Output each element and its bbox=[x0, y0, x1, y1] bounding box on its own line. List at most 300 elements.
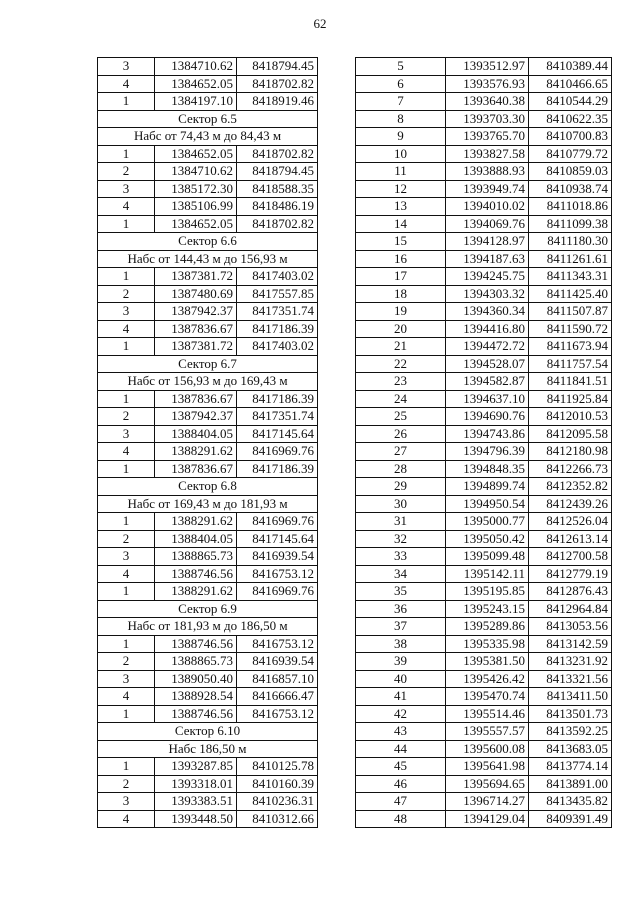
x-coordinate: 1395557.57 bbox=[446, 723, 529, 741]
x-coordinate: 1394187.63 bbox=[446, 250, 529, 268]
point-number: 1 bbox=[98, 93, 155, 111]
y-coordinate: 8410700.83 bbox=[529, 128, 612, 146]
x-coordinate: 1387836.67 bbox=[155, 460, 237, 478]
y-coordinate: 8413411.50 bbox=[529, 688, 612, 706]
x-coordinate: 1394069.76 bbox=[446, 215, 529, 233]
x-coordinate: 1384652.05 bbox=[155, 215, 237, 233]
table-row bbox=[356, 670, 612, 688]
x-coordinate: 1387836.67 bbox=[155, 390, 237, 408]
table-row bbox=[98, 390, 318, 408]
y-coordinate: 8410622.35 bbox=[529, 110, 612, 128]
table-row bbox=[98, 75, 318, 93]
table-row bbox=[356, 705, 612, 723]
x-coordinate: 1393640.38 bbox=[446, 93, 529, 111]
y-coordinate: 8413891.00 bbox=[529, 775, 612, 793]
y-coordinate: 8413501.73 bbox=[529, 705, 612, 723]
point-number: 1 bbox=[98, 583, 155, 601]
point-number: 1 bbox=[98, 460, 155, 478]
x-coordinate: 1384652.05 bbox=[155, 75, 237, 93]
x-coordinate: 1395289.86 bbox=[446, 618, 529, 636]
x-coordinate: 1393888.93 bbox=[446, 163, 529, 181]
sector-title: Сектор 6.6 bbox=[98, 233, 318, 251]
y-coordinate: 8417351.74 bbox=[237, 303, 318, 321]
table-row bbox=[98, 58, 318, 76]
y-coordinate: 8416753.12 bbox=[237, 705, 318, 723]
x-coordinate: 1394303.32 bbox=[446, 285, 529, 303]
table-row bbox=[356, 653, 612, 671]
table-row bbox=[356, 390, 612, 408]
y-coordinate: 8417186.39 bbox=[237, 460, 318, 478]
point-number: 19 bbox=[356, 303, 446, 321]
table-row bbox=[98, 758, 318, 776]
y-coordinate: 8413142.59 bbox=[529, 635, 612, 653]
point-number: 1 bbox=[98, 390, 155, 408]
y-coordinate: 8411673.94 bbox=[529, 338, 612, 356]
page-number: 62 bbox=[313, 16, 327, 31]
point-number: 23 bbox=[356, 373, 446, 391]
y-coordinate: 8412700.58 bbox=[529, 548, 612, 566]
x-coordinate: 1393949.74 bbox=[446, 180, 529, 198]
y-coordinate: 8416939.54 bbox=[237, 653, 318, 671]
table-row bbox=[98, 635, 318, 653]
y-coordinate: 8410938.74 bbox=[529, 180, 612, 198]
y-coordinate: 8412439.26 bbox=[529, 495, 612, 513]
point-number: 7 bbox=[356, 93, 446, 111]
point-number: 33 bbox=[356, 548, 446, 566]
height-range-label: Набс 186,50 м bbox=[98, 740, 318, 758]
point-number: 2 bbox=[98, 285, 155, 303]
x-coordinate: 1387381.72 bbox=[155, 268, 237, 286]
point-number: 36 bbox=[356, 600, 446, 618]
x-coordinate: 1384710.62 bbox=[155, 163, 237, 181]
y-coordinate: 8413321.56 bbox=[529, 670, 612, 688]
x-coordinate: 1394950.54 bbox=[446, 495, 529, 513]
y-coordinate: 8411425.40 bbox=[529, 285, 612, 303]
table-row bbox=[356, 775, 612, 793]
y-coordinate: 8410312.66 bbox=[237, 810, 318, 828]
y-coordinate: 8410125.78 bbox=[237, 758, 318, 776]
y-coordinate: 8411180.30 bbox=[529, 233, 612, 251]
x-coordinate: 1395381.50 bbox=[446, 653, 529, 671]
x-coordinate: 1394129.04 bbox=[446, 810, 529, 828]
x-coordinate: 1389050.40 bbox=[155, 670, 237, 688]
x-coordinate: 1387381.72 bbox=[155, 338, 237, 356]
x-coordinate: 1393827.58 bbox=[446, 145, 529, 163]
height-range-label: Набс от 74,43 м до 84,43 м bbox=[98, 128, 318, 146]
x-coordinate: 1395000.77 bbox=[446, 513, 529, 531]
table-row bbox=[98, 583, 318, 601]
x-coordinate: 1384197.10 bbox=[155, 93, 237, 111]
x-coordinate: 1395600.08 bbox=[446, 740, 529, 758]
table-row bbox=[98, 268, 318, 286]
point-number: 3 bbox=[98, 303, 155, 321]
point-number: 13 bbox=[356, 198, 446, 216]
x-coordinate: 1387942.37 bbox=[155, 408, 237, 426]
x-coordinate: 1393287.85 bbox=[155, 758, 237, 776]
table-row bbox=[356, 583, 612, 601]
x-coordinate: 1395099.48 bbox=[446, 548, 529, 566]
table-row bbox=[356, 495, 612, 513]
table-row bbox=[356, 740, 612, 758]
x-coordinate: 1388291.62 bbox=[155, 443, 237, 461]
x-coordinate: 1393448.50 bbox=[155, 810, 237, 828]
y-coordinate: 8417557.85 bbox=[237, 285, 318, 303]
x-coordinate: 1384710.62 bbox=[155, 58, 237, 76]
table-row bbox=[356, 478, 612, 496]
point-number: 29 bbox=[356, 478, 446, 496]
y-coordinate: 8412180.98 bbox=[529, 443, 612, 461]
table-row bbox=[356, 565, 612, 583]
table-row bbox=[98, 670, 318, 688]
y-coordinate: 8418702.82 bbox=[237, 215, 318, 233]
point-number: 48 bbox=[356, 810, 446, 828]
table-row bbox=[356, 75, 612, 93]
table-row bbox=[98, 320, 318, 338]
height-range-row bbox=[98, 495, 318, 513]
point-number: 1 bbox=[98, 145, 155, 163]
x-coordinate: 1393703.30 bbox=[446, 110, 529, 128]
point-number: 43 bbox=[356, 723, 446, 741]
x-coordinate: 1388746.56 bbox=[155, 565, 237, 583]
point-number: 47 bbox=[356, 793, 446, 811]
y-coordinate: 8410466.65 bbox=[529, 75, 612, 93]
y-coordinate: 8411261.61 bbox=[529, 250, 612, 268]
y-coordinate: 8416666.47 bbox=[237, 688, 318, 706]
table-row bbox=[356, 443, 612, 461]
point-number: 22 bbox=[356, 355, 446, 373]
point-number: 2 bbox=[98, 163, 155, 181]
table-row bbox=[98, 775, 318, 793]
x-coordinate: 1394245.75 bbox=[446, 268, 529, 286]
y-coordinate: 8416969.76 bbox=[237, 443, 318, 461]
x-coordinate: 1387836.67 bbox=[155, 320, 237, 338]
y-coordinate: 8416753.12 bbox=[237, 565, 318, 583]
table-row bbox=[356, 268, 612, 286]
table-row bbox=[98, 653, 318, 671]
table-row bbox=[356, 635, 612, 653]
x-coordinate: 1395514.46 bbox=[446, 705, 529, 723]
point-number: 5 bbox=[356, 58, 446, 76]
table-row bbox=[98, 425, 318, 443]
y-coordinate: 8410160.39 bbox=[237, 775, 318, 793]
x-coordinate: 1394360.34 bbox=[446, 303, 529, 321]
height-range-label: Набс от 156,93 м до 169,43 м bbox=[98, 373, 318, 391]
table-row bbox=[356, 373, 612, 391]
sector-heading-row bbox=[98, 355, 318, 373]
table-row bbox=[98, 705, 318, 723]
point-number: 1 bbox=[98, 513, 155, 531]
table-row bbox=[98, 303, 318, 321]
x-coordinate: 1388291.62 bbox=[155, 583, 237, 601]
y-coordinate: 8418702.82 bbox=[237, 75, 318, 93]
table-row bbox=[356, 513, 612, 531]
point-number: 24 bbox=[356, 390, 446, 408]
y-coordinate: 8416939.54 bbox=[237, 548, 318, 566]
x-coordinate: 1394796.39 bbox=[446, 443, 529, 461]
point-number: 3 bbox=[98, 548, 155, 566]
table-row bbox=[356, 198, 612, 216]
y-coordinate: 8411841.51 bbox=[529, 373, 612, 391]
table-row bbox=[356, 688, 612, 706]
table-row bbox=[356, 215, 612, 233]
x-coordinate: 1393383.51 bbox=[155, 793, 237, 811]
x-coordinate: 1394128.97 bbox=[446, 233, 529, 251]
y-coordinate: 8411507.87 bbox=[529, 303, 612, 321]
y-coordinate: 8413053.56 bbox=[529, 618, 612, 636]
table-row bbox=[98, 285, 318, 303]
table-row bbox=[98, 93, 318, 111]
x-coordinate: 1394848.35 bbox=[446, 460, 529, 478]
table-row bbox=[356, 810, 612, 828]
sector-heading-row bbox=[98, 110, 318, 128]
point-number: 21 bbox=[356, 338, 446, 356]
y-coordinate: 8417145.64 bbox=[237, 425, 318, 443]
x-coordinate: 1394637.10 bbox=[446, 390, 529, 408]
x-coordinate: 1394528.07 bbox=[446, 355, 529, 373]
point-number: 2 bbox=[98, 530, 155, 548]
y-coordinate: 8418794.45 bbox=[237, 163, 318, 181]
table-row bbox=[98, 163, 318, 181]
y-coordinate: 8410389.44 bbox=[529, 58, 612, 76]
x-coordinate: 1387480.69 bbox=[155, 285, 237, 303]
point-number: 28 bbox=[356, 460, 446, 478]
y-coordinate: 8417145.64 bbox=[237, 530, 318, 548]
point-number: 37 bbox=[356, 618, 446, 636]
table-row bbox=[356, 600, 612, 618]
point-number: 1 bbox=[98, 758, 155, 776]
point-number: 41 bbox=[356, 688, 446, 706]
y-coordinate: 8411099.38 bbox=[529, 215, 612, 233]
table-row bbox=[98, 793, 318, 811]
x-coordinate: 1388291.62 bbox=[155, 513, 237, 531]
table-row bbox=[98, 338, 318, 356]
table-row bbox=[356, 338, 612, 356]
point-number: 4 bbox=[98, 320, 155, 338]
point-number: 9 bbox=[356, 128, 446, 146]
y-coordinate: 8417351.74 bbox=[237, 408, 318, 426]
table-row bbox=[98, 513, 318, 531]
point-number: 3 bbox=[98, 180, 155, 198]
y-coordinate: 8412095.58 bbox=[529, 425, 612, 443]
x-coordinate: 1395050.42 bbox=[446, 530, 529, 548]
point-number: 3 bbox=[98, 425, 155, 443]
sector-heading-row bbox=[98, 478, 318, 496]
table-row bbox=[356, 233, 612, 251]
point-number: 45 bbox=[356, 758, 446, 776]
table-row bbox=[356, 618, 612, 636]
point-number: 40 bbox=[356, 670, 446, 688]
x-coordinate: 1388404.05 bbox=[155, 425, 237, 443]
point-number: 32 bbox=[356, 530, 446, 548]
point-number: 4 bbox=[98, 198, 155, 216]
y-coordinate: 8413774.14 bbox=[529, 758, 612, 776]
point-number: 4 bbox=[98, 810, 155, 828]
x-coordinate: 1393512.97 bbox=[446, 58, 529, 76]
sector-title: Сектор 6.10 bbox=[98, 723, 318, 741]
table-row bbox=[98, 530, 318, 548]
point-number: 1 bbox=[98, 338, 155, 356]
point-number: 4 bbox=[98, 565, 155, 583]
sector-heading-row bbox=[98, 600, 318, 618]
x-coordinate: 1388865.73 bbox=[155, 653, 237, 671]
x-coordinate: 1394690.76 bbox=[446, 408, 529, 426]
height-range-row bbox=[98, 128, 318, 146]
table-row bbox=[356, 128, 612, 146]
y-coordinate: 8418702.82 bbox=[237, 145, 318, 163]
point-number: 44 bbox=[356, 740, 446, 758]
y-coordinate: 8413683.05 bbox=[529, 740, 612, 758]
point-number: 3 bbox=[98, 670, 155, 688]
x-coordinate: 1395470.74 bbox=[446, 688, 529, 706]
point-number: 3 bbox=[98, 793, 155, 811]
y-coordinate: 8417403.02 bbox=[237, 338, 318, 356]
x-coordinate: 1395243.15 bbox=[446, 600, 529, 618]
x-coordinate: 1385106.99 bbox=[155, 198, 237, 216]
sector-title: Сектор 6.7 bbox=[98, 355, 318, 373]
x-coordinate: 1388746.56 bbox=[155, 705, 237, 723]
point-number: 4 bbox=[98, 443, 155, 461]
y-coordinate: 8418919.46 bbox=[237, 93, 318, 111]
y-coordinate: 8411590.72 bbox=[529, 320, 612, 338]
y-coordinate: 8411925.84 bbox=[529, 390, 612, 408]
y-coordinate: 8413435.82 bbox=[529, 793, 612, 811]
point-number: 3 bbox=[98, 58, 155, 76]
y-coordinate: 8413592.25 bbox=[529, 723, 612, 741]
x-coordinate: 1385172.30 bbox=[155, 180, 237, 198]
point-number: 42 bbox=[356, 705, 446, 723]
y-coordinate: 8416753.12 bbox=[237, 635, 318, 653]
x-coordinate: 1395335.98 bbox=[446, 635, 529, 653]
point-number: 2 bbox=[98, 408, 155, 426]
x-coordinate: 1394010.02 bbox=[446, 198, 529, 216]
point-number: 18 bbox=[356, 285, 446, 303]
x-coordinate: 1387942.37 bbox=[155, 303, 237, 321]
point-number: 12 bbox=[356, 180, 446, 198]
x-coordinate: 1388746.56 bbox=[155, 635, 237, 653]
point-number: 2 bbox=[98, 653, 155, 671]
table-row bbox=[356, 758, 612, 776]
y-coordinate: 8416857.10 bbox=[237, 670, 318, 688]
table-row bbox=[98, 443, 318, 461]
point-number: 17 bbox=[356, 268, 446, 286]
point-number: 15 bbox=[356, 233, 446, 251]
table-row bbox=[98, 688, 318, 706]
point-number: 20 bbox=[356, 320, 446, 338]
table-row bbox=[98, 408, 318, 426]
point-number: 1 bbox=[98, 215, 155, 233]
y-coordinate: 8412266.73 bbox=[529, 460, 612, 478]
y-coordinate: 8412779.19 bbox=[529, 565, 612, 583]
table-row bbox=[356, 355, 612, 373]
point-number: 35 bbox=[356, 583, 446, 601]
y-coordinate: 8418794.45 bbox=[237, 58, 318, 76]
y-coordinate: 8416969.76 bbox=[237, 583, 318, 601]
table-row bbox=[356, 408, 612, 426]
point-number: 1 bbox=[98, 635, 155, 653]
point-number: 10 bbox=[356, 145, 446, 163]
table-row bbox=[98, 548, 318, 566]
table-row bbox=[98, 198, 318, 216]
x-coordinate: 1388865.73 bbox=[155, 548, 237, 566]
table-row bbox=[356, 93, 612, 111]
height-range-row bbox=[98, 740, 318, 758]
y-coordinate: 8411757.54 bbox=[529, 355, 612, 373]
height-range-row bbox=[98, 250, 318, 268]
point-number: 14 bbox=[356, 215, 446, 233]
sector-title: Сектор 6.5 bbox=[98, 110, 318, 128]
y-coordinate: 8417186.39 bbox=[237, 390, 318, 408]
point-number: 1 bbox=[98, 705, 155, 723]
x-coordinate: 1395426.42 bbox=[446, 670, 529, 688]
table-row bbox=[98, 145, 318, 163]
table-row bbox=[356, 425, 612, 443]
table-row bbox=[356, 460, 612, 478]
point-number: 46 bbox=[356, 775, 446, 793]
y-coordinate: 8411018.86 bbox=[529, 198, 612, 216]
height-range-label: Набс от 181,93 м до 186,50 м bbox=[98, 618, 318, 636]
x-coordinate: 1393318.01 bbox=[155, 775, 237, 793]
y-coordinate: 8410779.72 bbox=[529, 145, 612, 163]
point-number: 38 bbox=[356, 635, 446, 653]
point-number: 6 bbox=[356, 75, 446, 93]
x-coordinate: 1395195.85 bbox=[446, 583, 529, 601]
y-coordinate: 8412010.53 bbox=[529, 408, 612, 426]
point-number: 4 bbox=[98, 75, 155, 93]
table-row bbox=[356, 110, 612, 128]
coordinates-table-left bbox=[97, 57, 318, 828]
y-coordinate: 8412964.84 bbox=[529, 600, 612, 618]
x-coordinate: 1393765.70 bbox=[446, 128, 529, 146]
y-coordinate: 8410236.31 bbox=[237, 793, 318, 811]
table-row bbox=[356, 303, 612, 321]
table-row bbox=[356, 285, 612, 303]
coordinates-table-right bbox=[355, 57, 612, 828]
y-coordinate: 8418486.19 bbox=[237, 198, 318, 216]
table-row bbox=[98, 810, 318, 828]
y-coordinate: 8412352.82 bbox=[529, 478, 612, 496]
table-row bbox=[356, 723, 612, 741]
height-range-row bbox=[98, 373, 318, 391]
table-row bbox=[356, 793, 612, 811]
table-row bbox=[356, 320, 612, 338]
table-row bbox=[98, 565, 318, 583]
x-coordinate: 1394582.87 bbox=[446, 373, 529, 391]
y-coordinate: 8416969.76 bbox=[237, 513, 318, 531]
point-number: 26 bbox=[356, 425, 446, 443]
y-coordinate: 8417403.02 bbox=[237, 268, 318, 286]
y-coordinate: 8413231.92 bbox=[529, 653, 612, 671]
x-coordinate: 1394416.80 bbox=[446, 320, 529, 338]
x-coordinate: 1388404.05 bbox=[155, 530, 237, 548]
y-coordinate: 8417186.39 bbox=[237, 320, 318, 338]
point-number: 39 bbox=[356, 653, 446, 671]
y-coordinate: 8412526.04 bbox=[529, 513, 612, 531]
x-coordinate: 1395694.65 bbox=[446, 775, 529, 793]
point-number: 27 bbox=[356, 443, 446, 461]
height-range-label: Набс от 169,43 м до 181,93 м bbox=[98, 495, 318, 513]
table-row bbox=[98, 180, 318, 198]
x-coordinate: 1394743.86 bbox=[446, 425, 529, 443]
sector-heading-row bbox=[98, 723, 318, 741]
point-number: 31 bbox=[356, 513, 446, 531]
height-range-row bbox=[98, 618, 318, 636]
point-number: 11 bbox=[356, 163, 446, 181]
point-number: 34 bbox=[356, 565, 446, 583]
table-row bbox=[356, 58, 612, 76]
table-row bbox=[356, 163, 612, 181]
sector-heading-row bbox=[98, 233, 318, 251]
y-coordinate: 8412613.14 bbox=[529, 530, 612, 548]
